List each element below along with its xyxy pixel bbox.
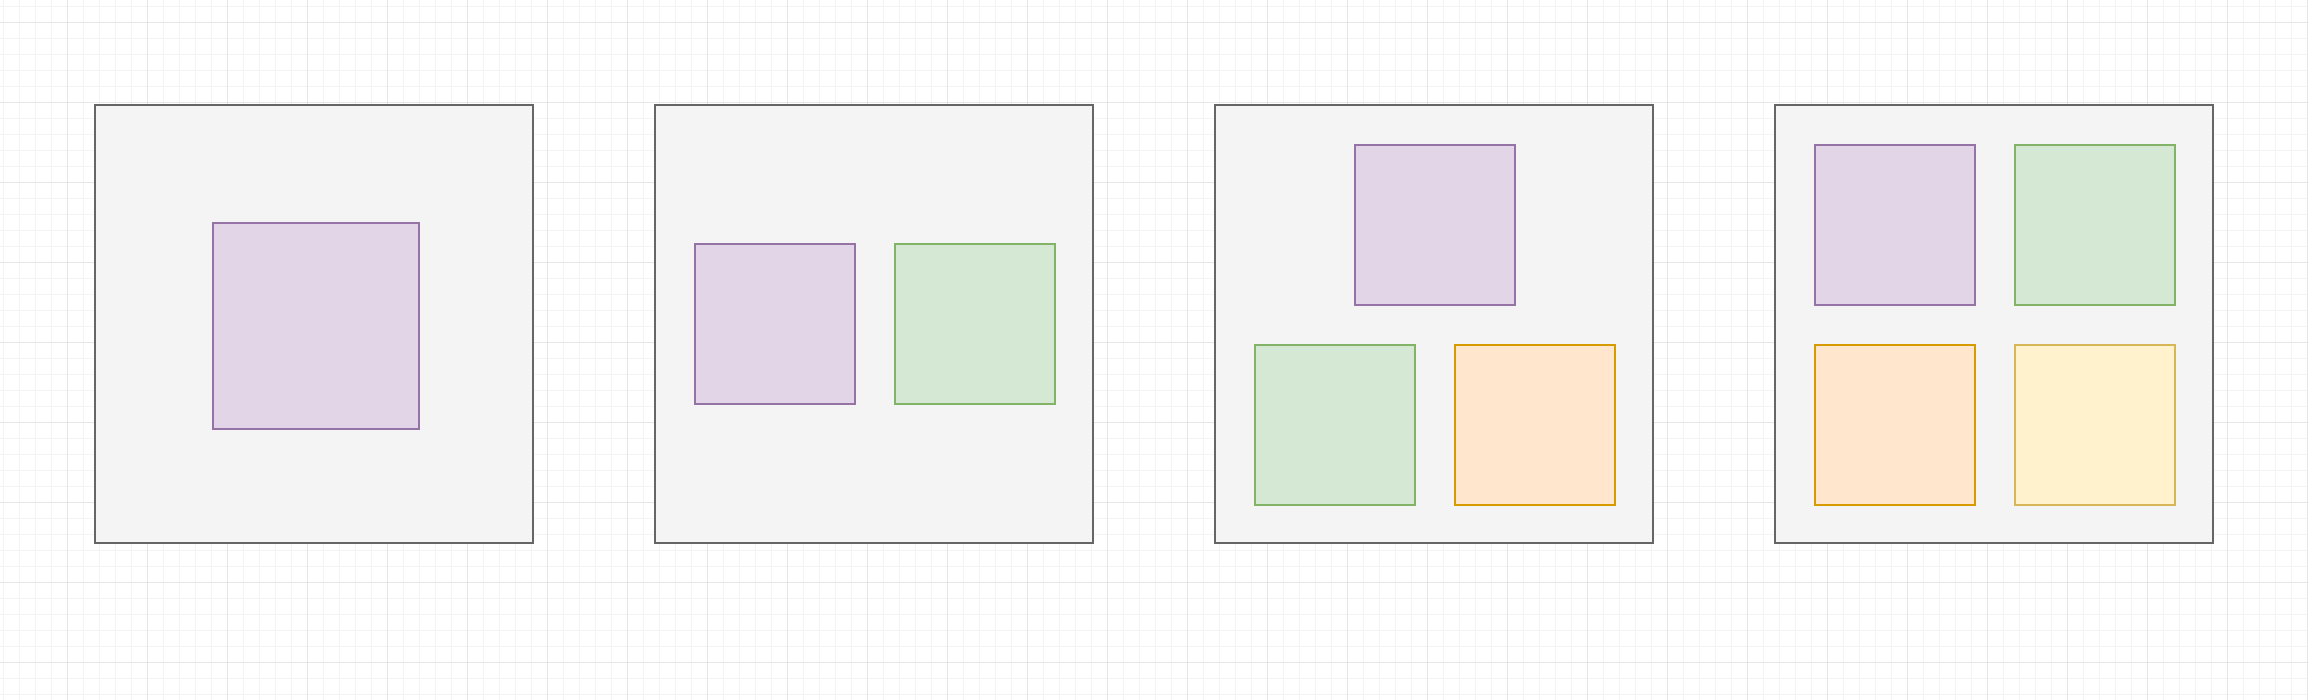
purple-square[interactable] xyxy=(694,243,856,405)
green-square[interactable] xyxy=(894,243,1056,405)
orange-square[interactable] xyxy=(1814,344,1976,506)
purple-square[interactable] xyxy=(1814,144,1976,306)
layout-panel-two-items[interactable] xyxy=(654,104,1094,544)
layout-panel-four-items[interactable] xyxy=(1774,104,2214,544)
orange-square[interactable] xyxy=(1454,344,1616,506)
layout-panel-one-item[interactable] xyxy=(94,104,534,544)
purple-square[interactable] xyxy=(1354,144,1516,306)
layout-panel-three-items[interactable] xyxy=(1214,104,1654,544)
yellow-square[interactable] xyxy=(2014,344,2176,506)
green-square[interactable] xyxy=(2014,144,2176,306)
green-square[interactable] xyxy=(1254,344,1416,506)
purple-square[interactable] xyxy=(212,222,420,430)
